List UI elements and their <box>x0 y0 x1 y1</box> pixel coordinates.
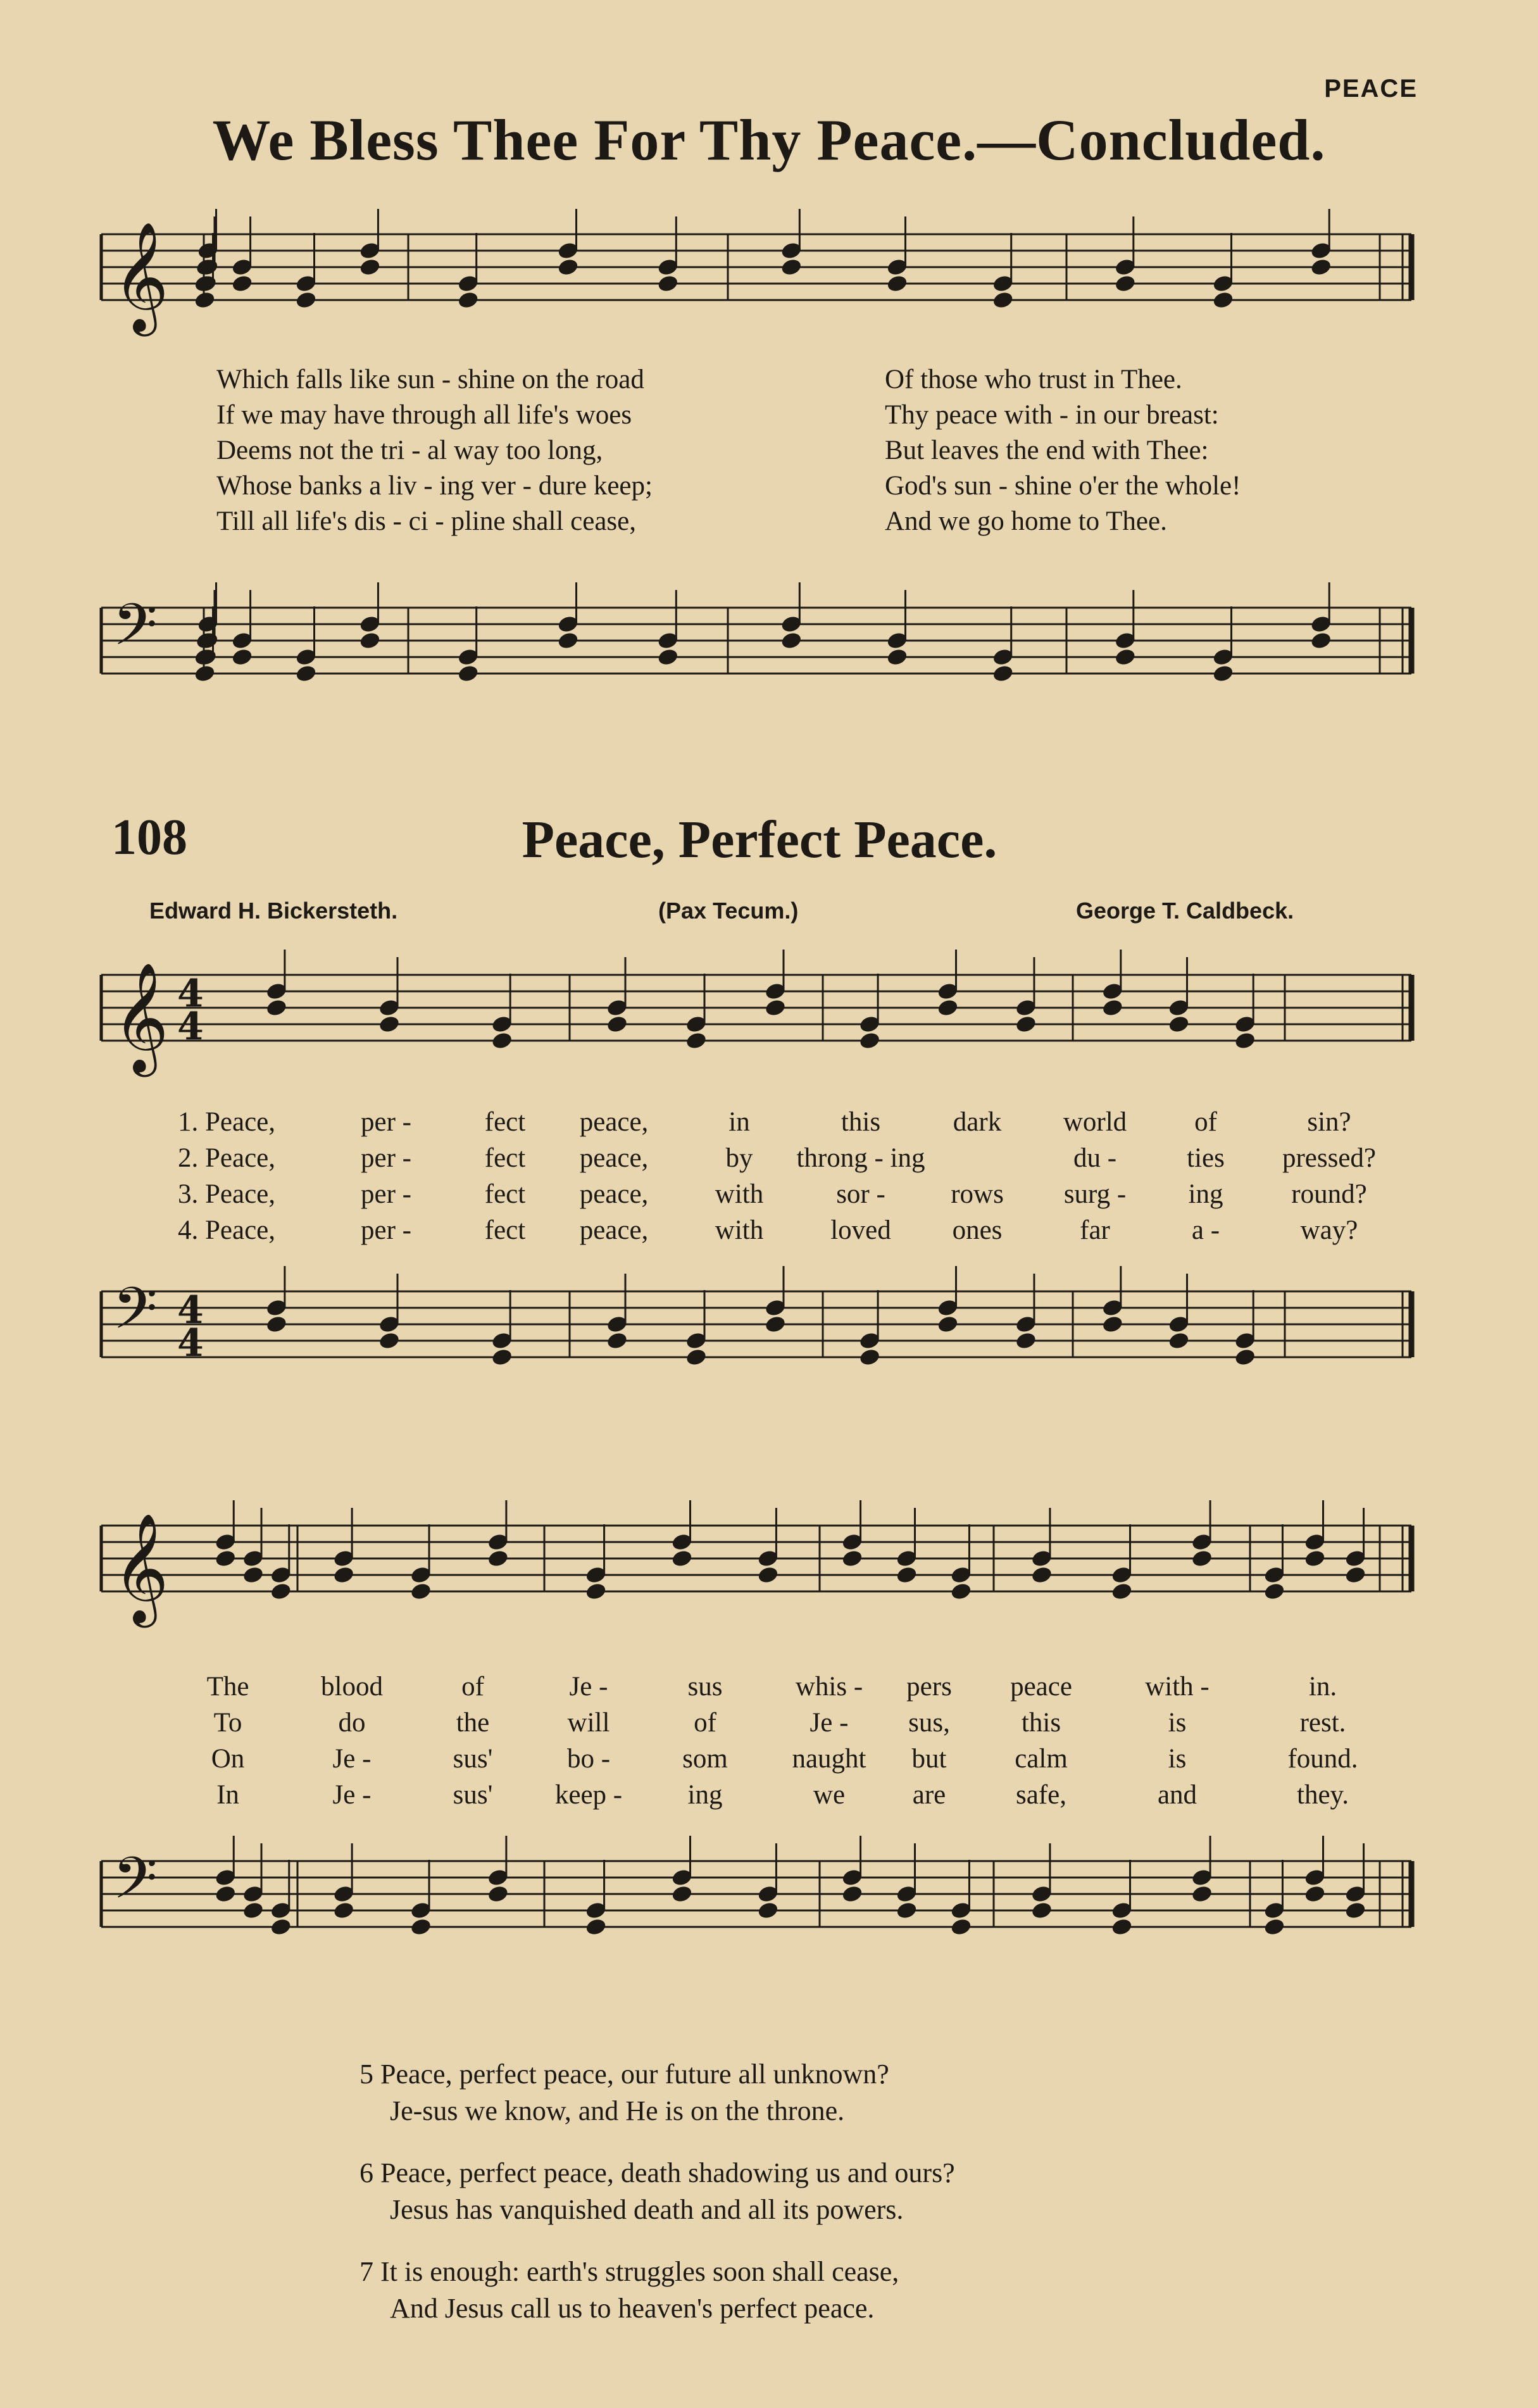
lyric-syllable: In <box>216 1780 239 1810</box>
lyric-syllable: Je - <box>332 1744 372 1774</box>
lyric-syllable: of <box>461 1672 484 1702</box>
lyric-syllable: fect <box>484 1215 526 1245</box>
lyric-syllable: the <box>456 1708 490 1738</box>
concluded-verse-line-a: Whose banks a liv - ing ver - dure keep; <box>216 471 653 501</box>
concluded-verse-line-b: Of those who trust in Thee. <box>885 365 1182 394</box>
lyric-syllable: ing <box>687 1780 723 1810</box>
lyric-syllable: in. <box>1308 1672 1337 1702</box>
lyric-syllable: ties <box>1187 1143 1225 1173</box>
concluded-verse-line-a: If we may have through all life's woes <box>216 400 632 430</box>
svg-text:𝄢: 𝄢 <box>113 591 158 672</box>
treble-staff-line2 <box>95 1500 1424 1646</box>
lyric-syllable: 1. Peace, <box>177 1107 276 1137</box>
svg-text:𝄞: 𝄞 <box>113 1513 169 1623</box>
lyric-syllable: by <box>725 1143 753 1173</box>
lyric-syllable: pers <box>906 1672 952 1702</box>
lyric-syllable: rest. <box>1299 1708 1346 1738</box>
lyric-syllable: calm <box>1015 1744 1068 1774</box>
lyric-syllable: On <box>211 1744 245 1774</box>
lyric-syllable: world <box>1063 1107 1127 1137</box>
stanza-line-1: 5 Peace, perfect peace, our future all unknown? <box>359 2059 889 2090</box>
lyric-syllable: with - <box>1145 1672 1210 1702</box>
composer-credit: George T. Caldbeck. <box>1076 898 1294 924</box>
stanza <box>359 2155 955 2228</box>
lyric-syllable: but <box>911 1744 947 1774</box>
lyric-syllable: safe, <box>1016 1780 1066 1810</box>
lyric-syllable: peace, <box>579 1179 649 1209</box>
lyric-syllable: Je - <box>332 1780 372 1810</box>
treble-staff-line1 <box>95 950 1424 1095</box>
lyric-syllable: naught <box>792 1744 866 1774</box>
lyric-syllable: sus' <box>453 1744 493 1774</box>
lyric-syllable: sus' <box>453 1780 493 1810</box>
lyric-syllable: Je - <box>569 1672 608 1702</box>
hymn-number: 108 <box>111 810 187 865</box>
lyric-syllable: 4. Peace, <box>177 1215 276 1245</box>
lyric-syllable: this <box>1021 1708 1061 1738</box>
lyric-syllable: will <box>567 1708 610 1738</box>
concluded-verse-line-a: Deems not the tri - al way too long, <box>216 436 603 465</box>
lyric-syllable: far <box>1080 1215 1110 1245</box>
lyric-syllable: 2. Peace, <box>177 1143 276 1173</box>
concluded-verse-line-a: Which falls like sun - shine on the road <box>216 365 644 394</box>
tune-name: (Pax Tecum.) <box>658 898 799 924</box>
lyric-syllable: is <box>1168 1708 1187 1738</box>
lyric-syllable: fect <box>484 1143 526 1173</box>
lyric-syllable: sus <box>687 1672 723 1702</box>
lyric-syllable: bo - <box>566 1744 611 1774</box>
lyric-syllable: per - <box>361 1107 411 1137</box>
stanza-line-2: Jesus has vanquished death and all its powers. <box>390 2194 904 2225</box>
stanza <box>359 2056 955 2129</box>
lyric-syllable: peace, <box>579 1107 649 1137</box>
svg-text:𝄢: 𝄢 <box>113 1845 158 1926</box>
lyric-syllable: a - <box>1191 1215 1220 1245</box>
hymn-title: Peace, Perfect Peace. <box>522 810 997 869</box>
lyric-syllable: whis - <box>795 1672 863 1702</box>
lyric-syllable: peace <box>1010 1672 1072 1702</box>
lyric-syllable: with <box>715 1215 764 1245</box>
lyric-syllable: sus, <box>908 1708 950 1738</box>
lyric-syllable: of <box>1194 1107 1217 1137</box>
lyric-syllable: pressed? <box>1282 1143 1377 1173</box>
lyric-syllable: surg - <box>1063 1179 1127 1209</box>
stanza-line-2: And Jesus call us to heaven's perfect peace. <box>390 2293 875 2324</box>
lyric-syllable: loved <box>830 1215 891 1245</box>
svg-text:𝄞: 𝄞 <box>113 222 169 332</box>
lyric-syllable: keep - <box>554 1780 623 1810</box>
svg-text:𝄞: 𝄞 <box>113 962 169 1072</box>
bass-staff-concluded <box>95 582 1424 728</box>
lyric-syllable: in <box>728 1107 750 1137</box>
lyric-syllable: we <box>813 1780 846 1810</box>
extra-stanzas <box>359 2056 955 2352</box>
lyric-syllable: ing <box>1188 1179 1223 1209</box>
lyric-syllable: rows <box>951 1179 1004 1209</box>
svg-text:4: 4 <box>177 1321 204 1365</box>
lyric-syllable: do <box>338 1708 366 1738</box>
lyric-syllable: The <box>206 1672 249 1702</box>
lyric-syllable: way? <box>1300 1215 1358 1245</box>
svg-text:4: 4 <box>177 1288 204 1333</box>
concluded-verse-line-b: Thy peace with - in our breast: <box>885 400 1219 430</box>
author-credit: Edward H. Bickersteth. <box>149 898 398 924</box>
lyric-syllable: fect <box>484 1179 526 1209</box>
lyric-syllable: per - <box>361 1179 411 1209</box>
lyric-syllable: found. <box>1287 1744 1358 1774</box>
lyric-syllable: this <box>841 1107 881 1137</box>
bass-staff-line2 <box>95 1836 1424 1981</box>
lyric-syllable: of <box>694 1708 716 1738</box>
lyric-syllable: per - <box>361 1215 411 1245</box>
page-title: We Bless Thee For Thy Peace.—Concluded. <box>212 108 1326 172</box>
lyric-syllable: per - <box>361 1143 411 1173</box>
lyric-syllable: som <box>682 1744 728 1774</box>
svg-text:4: 4 <box>177 972 204 1016</box>
lyric-syllable: Je - <box>810 1708 849 1738</box>
lyric-syllable: sor - <box>836 1179 885 1209</box>
lyric-syllable: is <box>1168 1744 1187 1774</box>
concluded-verse-line-a: Till all life's dis - ci - pline shall cease, <box>216 506 636 536</box>
lyric-syllable: fect <box>484 1107 526 1137</box>
lyric-syllable: sin? <box>1307 1107 1351 1137</box>
lyric-syllable: are <box>912 1780 946 1810</box>
concluded-verse-line-b: God's sun - shine o'er the whole! <box>885 471 1241 501</box>
lyric-syllable: they. <box>1297 1780 1349 1810</box>
lyric-syllable: ones <box>952 1215 1003 1245</box>
lyric-syllable: du - <box>1073 1143 1117 1173</box>
lyric-syllable: with <box>715 1179 764 1209</box>
bass-staff-line1 <box>95 1266 1424 1412</box>
lyric-syllable: 3. Peace, <box>177 1179 276 1209</box>
treble-staff-concluded <box>95 209 1424 354</box>
lyric-syllable: To <box>213 1708 242 1738</box>
lyric-syllable: peace, <box>579 1215 649 1245</box>
stanza <box>359 2254 955 2327</box>
section-label: PEACE <box>1324 75 1418 103</box>
lyric-syllable: round? <box>1291 1179 1367 1209</box>
lyric-syllable: throng - ing <box>796 1143 925 1173</box>
lyric-syllable: blood <box>321 1672 383 1702</box>
lyric-syllable: dark <box>953 1107 1002 1137</box>
svg-text:𝄢: 𝄢 <box>113 1275 158 1356</box>
lyric-syllable: and <box>1157 1780 1197 1810</box>
svg-text:4: 4 <box>177 1005 204 1049</box>
concluded-verse-line-b: But leaves the end with Thee: <box>885 436 1209 465</box>
stanza-line-2: Je-sus we know, and He is on the throne. <box>390 2095 845 2126</box>
stanza-line-1: 7 It is enough: earth's struggles soon shall cease, <box>359 2256 899 2287</box>
concluded-verse-line-b: And we go home to Thee. <box>885 506 1167 536</box>
stanza-line-1: 6 Peace, perfect peace, death shadowing us and ours? <box>359 2157 955 2188</box>
lyric-syllable: peace, <box>579 1143 649 1173</box>
